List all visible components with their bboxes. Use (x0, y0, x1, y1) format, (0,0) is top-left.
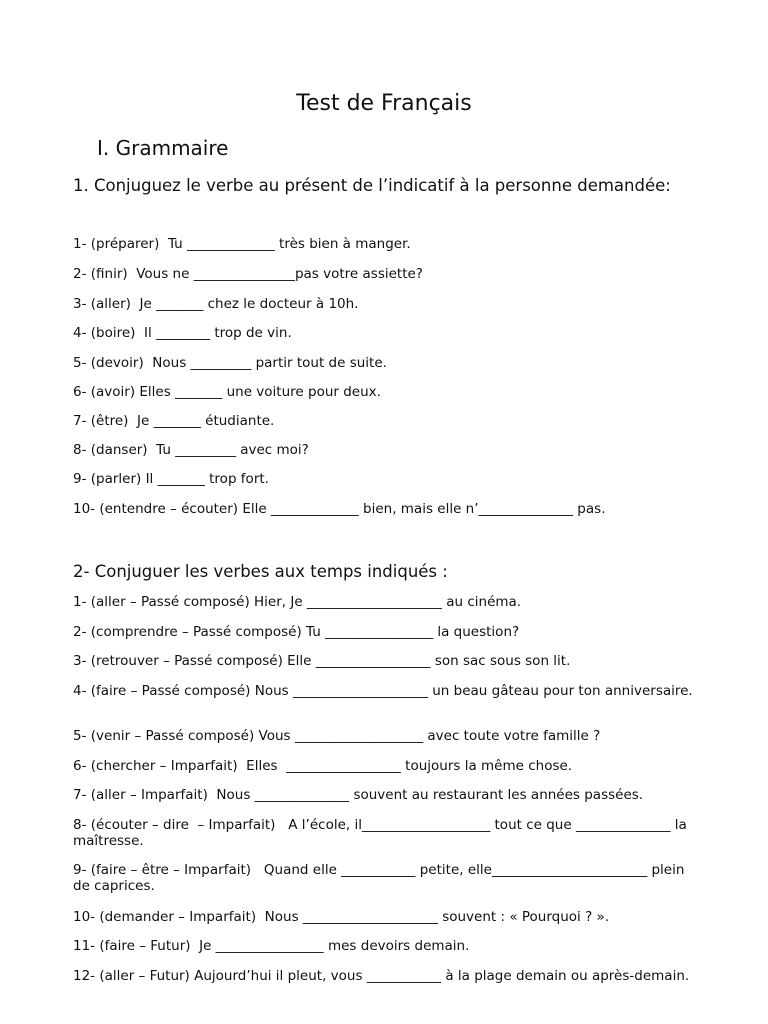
exercise-1-heading: 1. Conjuguez le verbe au présent de l’indicatif à la personne demandée: (73, 176, 671, 195)
exercise-1-item: 3- (aller) Je _______ chez le docteur à 10h. (73, 296, 359, 312)
exercise-2-item: 7- (aller – Imparfait) Nous ______________ souvent au restaurant les années passées. (73, 787, 644, 803)
exercise-1-item: 7- (être) Je _______ étudiante. (73, 413, 275, 429)
exercise-2-item: 9- (faire – être – Imparfait) Quand elle ___________ petite, elle_______________________ plein de caprices. (73, 862, 689, 894)
exercise-1-item: 8- (danser) Tu _________ avec moi? (73, 442, 309, 458)
exercise-1-item: 1- (préparer) Tu _____________ très bien à manger. (73, 236, 411, 252)
exercise-1-item: 5- (devoir) Nous _________ partir tout de suite. (73, 355, 387, 371)
exercise-1-item: 2- (finir) Vous ne _______________pas votre assiette? (73, 266, 423, 282)
exercise-2-item: 8- (écouter – dire – Imparfait) A l’école, il___________________ tout ce que ______________ la maîtresse. (73, 817, 692, 849)
exercise-2-heading: 2- Conjuguer les verbes aux temps indiqués : (73, 562, 448, 581)
exercise-1-item: 4- (boire) Il ________ trop de vin. (73, 325, 292, 341)
exercise-2-item: 2- (comprendre – Passé composé) Tu ________________ la question? (73, 624, 520, 640)
exercise-2-item: 1- (aller – Passé composé) Hier, Je ____________________ au cinéma. (73, 594, 522, 610)
exercise-1-item: 9- (parler) Il _______ trop fort. (73, 471, 269, 487)
section-heading-grammaire: I. Grammaire (97, 136, 229, 160)
exercise-2-item: 10- (demander – Imparfait) Nous ____________________ souvent : « Pourquoi ? ». (73, 909, 610, 925)
exercise-2-item: 4- (faire – Passé composé) Nous ____________________ un beau gâteau pour ton anniversaire. (73, 683, 693, 699)
page-title: Test de Français (296, 91, 472, 116)
exercise-2-item: 5- (venir – Passé composé) Vous ___________________ avec toute votre famille ? (73, 728, 601, 744)
exercise-1-item: 6- (avoir) Elles _______ une voiture pour deux. (73, 384, 381, 400)
exercise-2-item: 3- (retrouver – Passé composé) Elle _________________ son sac sous son lit. (73, 653, 571, 669)
exercise-2-item: 11- (faire – Futur) Je ________________ mes devoirs demain. (73, 938, 470, 954)
exercise-2-item: 6- (chercher – Imparfait) Elles _________________ toujours la même chose. (73, 758, 573, 774)
exercise-2-item: 12- (aller – Futur) Aujourd’hui il pleut, vous ___________ à la plage demain ou après-demain. (73, 968, 690, 984)
exercise-1-item: 10- (entendre – écouter) Elle _____________ bien, mais elle n’______________ pas. (73, 501, 606, 517)
